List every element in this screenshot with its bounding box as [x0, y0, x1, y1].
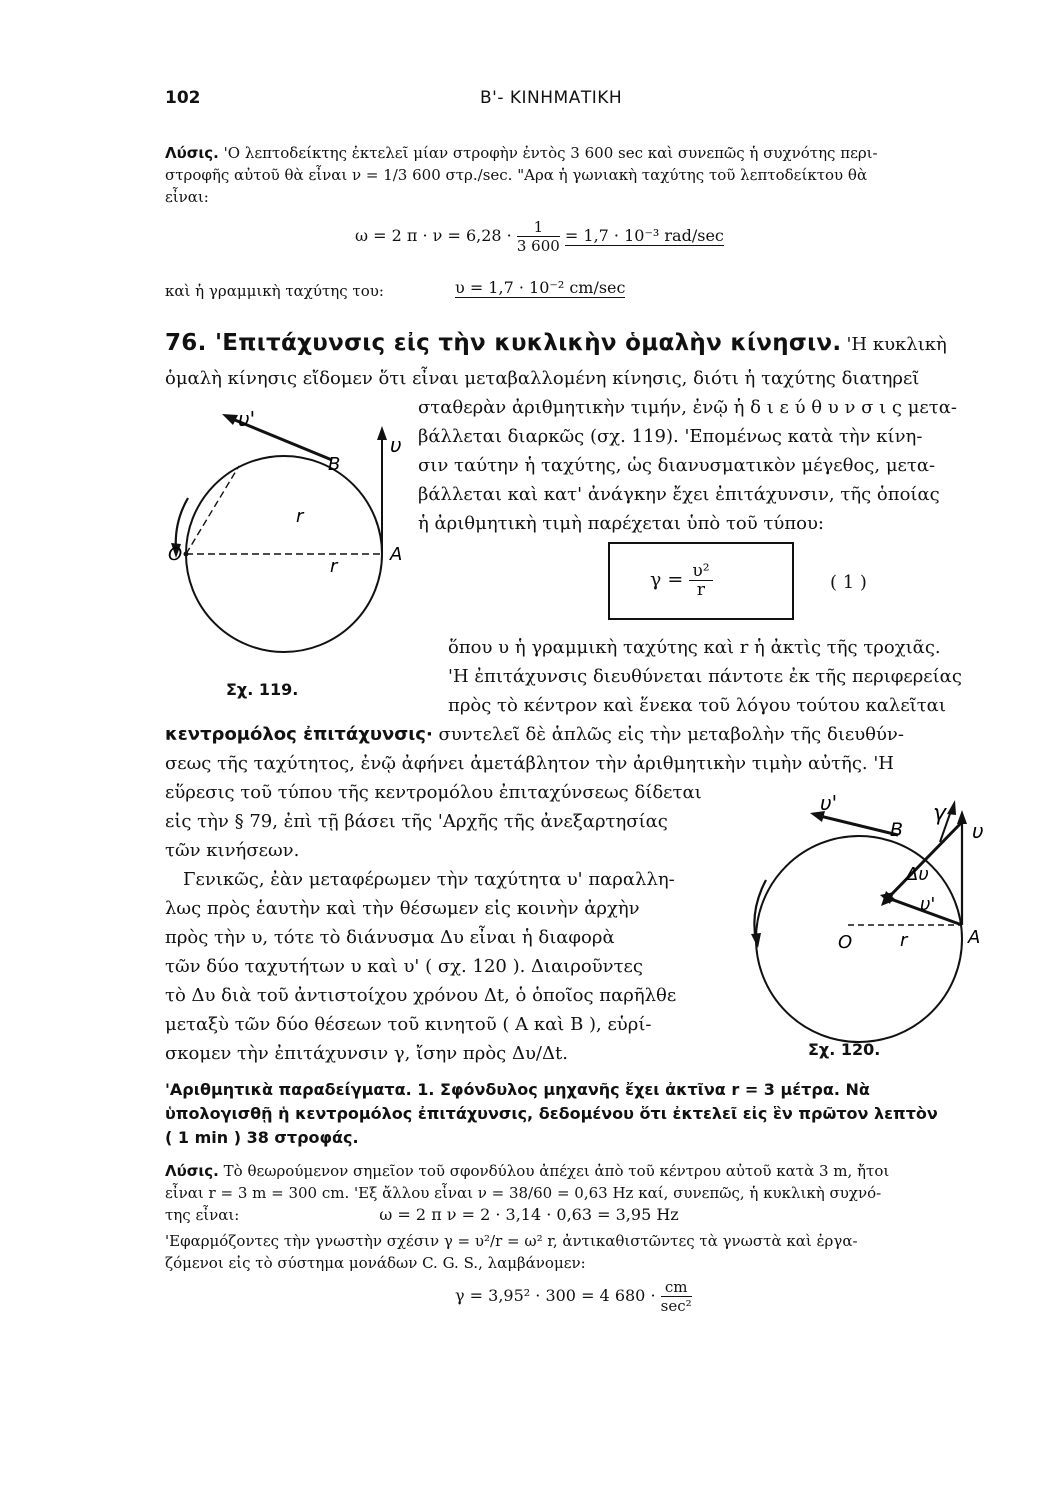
- text-line: ζόμενοι εἰς τὸ σύστημα μονάδων C. G. S., λαμβάνομεν:: [165, 1254, 586, 1272]
- omega-fraction: $\frac{1}{3 600}$: [516, 218, 560, 255]
- circle-trajectory: [756, 836, 962, 1042]
- figure-120-caption: Σχ. 120.: [808, 1040, 881, 1059]
- label-O: O: [838, 932, 853, 953]
- label-v-prime-inner: υ': [920, 894, 936, 915]
- examples-line-1: 'Αριθμητικὰ παραδείγματα. 1. Σφόνδυλος μηχανῆς ἔχει ἀκτῖνα r = 3 μέτρα. Νὰ: [165, 1080, 870, 1099]
- label-gamma: γ: [933, 801, 947, 826]
- text-line: εἶναι r = 3 m = 300 cm. 'Εξ ἄλλου εἶναι ν = 38/60 = 0,63 Hz καί, συνεπῶς, ἡ κυκλικὴ συχνό-: [165, 1184, 882, 1202]
- section-heading-line: [165, 330, 947, 359]
- examples-line-2: ὑπολογισθῇ ἡ κεντρομόλος ἐπιτάχυνσις, δεδομένου ὅτι ἐκτελεῖ εἰς ἓν πρῶτον λεπτὸν: [165, 1104, 938, 1123]
- text-line: της εἶναι: ω = 2 π ν = 2 · 3,14 · 0,63 = 3,95 Hz: [165, 1205, 679, 1224]
- text-line: εὕρεσις τοῦ τύπου τῆς κεντρομόλου ἐπιταχύνσεως δίδεται: [165, 782, 702, 803]
- label-v: υ: [972, 819, 984, 843]
- solution-1-line-1: Λύσις. 'Ο λεπτοδείκτης ἐκτελεῖ μίαν στροφὴν ἐντὸς 3 600 sec καὶ συνεπῶς ἡ συχνότης περι-: [165, 144, 878, 162]
- page-number: 102: [165, 88, 201, 108]
- acceleration-formula: γ = $\frac{\text{υ²}}{r}$: [650, 562, 713, 599]
- label-O: O: [168, 544, 183, 565]
- text-line: βάλλεται καὶ κατ' ἀνάγκην ἔχει ἐπιτάχυνσιν, τῆς ὁποίας: [418, 484, 940, 505]
- text-line: Λύσις. Τὸ θεωρούμενον σημεῖον τοῦ σφονδύλου ἀπέχει ἀπὸ τοῦ κέντρου αὐτοῦ κατὰ 3 m, ἤτοι: [165, 1162, 890, 1180]
- paragraph-1-right-column: [418, 393, 957, 538]
- text-line: ἡ ἀριθμητικὴ τιμὴ παρέχεται ὑπὸ τοῦ τύπου:: [418, 513, 824, 534]
- text-line: 'Εφαρμόζοντες τὴν γνωστὴν σχέσιν γ = υ²/r = ω² r, ἀντικαθιστῶντες τὰ γνωστὰ καὶ ἐργα-: [165, 1232, 858, 1250]
- solution-1-line-3: εἶναι:: [165, 188, 209, 206]
- solution-1: [165, 142, 890, 208]
- label-delta-v: Δυ: [906, 864, 929, 885]
- text-line: Γενικῶς, ἐὰν μεταφέρωμεν τὴν ταχύτητα υ' παραλλη-: [183, 869, 675, 890]
- text-line: 'Η ἐπιτάχυνσις διευθύνεται πάντοτε ἐκ τῆς περιφερείας: [448, 666, 962, 687]
- example-solution: [165, 1160, 895, 1274]
- arrowhead-icon: [222, 414, 238, 425]
- paragraph-3-left-column: [165, 865, 720, 1068]
- solution-label: Λύσις.: [165, 144, 219, 162]
- examples-line-3: ( 1 min ) 38 στροφάς.: [165, 1128, 359, 1147]
- center-point: [184, 552, 189, 557]
- text-line: πρὸς τὸ κέντρον καὶ ἕνεκα τοῦ λόγου τούτου καλεῖται: [448, 695, 946, 716]
- acceleration-fraction: $\frac{\text{υ²}}{r}$: [689, 562, 712, 599]
- paragraph-2-left-column: [165, 778, 720, 865]
- text-line: σιν ταύτην ἡ ταχύτης, ὡς διανυσματικὸν μέγεθος, μετα-: [418, 455, 936, 476]
- velocity-v-prime-arrow: [820, 816, 898, 835]
- figure-119-caption: Σχ. 119.: [226, 680, 299, 699]
- text-line: βάλλεται διαρκῶς (σχ. 119). 'Επομένως κατὰ τὴν κίνη-: [418, 426, 923, 447]
- linear-speed-value: υ = 1,7 · 10⁻² cm/sec: [455, 278, 626, 297]
- text-line: σεως τῆς ταχύτητος, ἐνῷ ἀφήνει ἀμετάβλητον τὴν ἀριθμητικὴν τιμὴν αὐτῆς. 'Η: [165, 753, 895, 774]
- equation-number: ( 1 ): [830, 572, 867, 593]
- arrowhead-icon: [957, 810, 967, 824]
- label-A: A: [390, 544, 403, 565]
- section-title-continuation: 'Η κυκλικὴ: [846, 334, 947, 355]
- text-line: κεντρομόλος ἐπιτάχυνσις· συντελεῖ δὲ ἁπλῶς εἰς τὴν μεταβολὴν τῆς διευθύν-: [165, 724, 904, 745]
- text-line: λως πρὸς ἑαυτὴν καὶ τὴν θέσωμεν εἰς κοινὴν ἀρχὴν: [165, 898, 640, 919]
- label-v-prime: υ': [820, 791, 838, 815]
- label-v: υ: [390, 433, 402, 457]
- label-r-horizontal: r: [330, 556, 338, 577]
- paragraph-2-full-lines: [165, 720, 904, 778]
- acceleration-formula-box: [608, 542, 794, 620]
- section-title: 76. 'Επιτάχυνσις εἰς τὴν κυκλικὴν ὁμαλὴν κίνησιν.: [165, 330, 842, 356]
- radius-OB: [186, 466, 239, 554]
- label-r: r: [900, 930, 908, 951]
- label-r-vertical: r: [296, 506, 304, 527]
- label-A: A: [968, 927, 981, 948]
- text-line: τῶν κινήσεων.: [165, 840, 300, 861]
- running-title: Β'- ΚΙΝΗΜΑΤΙΚΗ: [480, 88, 623, 108]
- solution-label: Λύσις.: [165, 1162, 219, 1180]
- text-line: τῶν δύο ταχυτήτων υ καὶ υ' ( σχ. 120 ). Διαιροῦντες: [165, 956, 643, 977]
- omega-formula: ω = 2 π · ν = 6,28 · $\frac{1}{3 600}$ = 1,7 · 10⁻³ rad/sec: [355, 218, 724, 255]
- text-line: σταθερὰν ἀριθμητικὴν τιμήν, ἐνῷ ἡ δ ι ε ύ θ υ ν σ ι ς μετα-: [418, 397, 957, 418]
- figure-120: [728, 780, 1008, 1050]
- text-line: εἰς τὴν § 79, ἐπὶ τῇ βάσει τῆς 'Αρχῆς τῆς ἀνεξαρτησίας: [165, 811, 668, 832]
- final-formula: γ = 3,95² · 300 = 4 680 · $\frac{cm}{\text{sec²}}$: [455, 1278, 692, 1315]
- paragraph-1-line-1: ὁμαλὴ κίνησις εἴδομεν ὅτι εἶναι μεταβαλλομένη κίνησις, διότι ἡ ταχύτης διατηρεῖ: [165, 368, 920, 389]
- text-line: σκομεν τὴν ἐπιτάχυνσιν γ, ἴσην πρὸς Δυ/Δt.: [165, 1043, 568, 1064]
- arrowhead-icon: [377, 426, 387, 440]
- text-line: ὅπου υ ἡ γραμμικὴ ταχύτης καὶ r ἡ ἀκτὶς τῆς τροχιᾶς.: [448, 637, 941, 658]
- label-B: B: [890, 819, 904, 841]
- text-line: τὸ Δυ διὰ τοῦ ἀντιστοίχου χρόνου Δt, ὁ ὁποῖος παρῆλθε: [165, 985, 677, 1006]
- examples-heading: 'Αριθμητικὰ παραδείγματα.: [165, 1080, 412, 1099]
- bold-term: κεντρομόλος ἐπιτάχυνσις·: [165, 724, 433, 745]
- linear-speed-label: καὶ ἡ γραμμικὴ ταχύτης του:: [165, 282, 384, 300]
- figure-119: [160, 400, 420, 710]
- label-B: B: [328, 454, 341, 475]
- final-fraction: $\frac{cm}{\text{sec²}}$: [660, 1278, 692, 1315]
- arrowhead-icon: [947, 800, 956, 815]
- label-v-prime: υ': [238, 407, 256, 431]
- text-line: πρὸς τὴν υ, τότε τὸ διάνυσμα Δυ εἶναι ἡ διαφορὰ: [165, 927, 615, 948]
- examples-block: [165, 1078, 938, 1150]
- text-line: μεταξὺ τῶν δύο θέσεων τοῦ κινητοῦ ( Α καὶ Β ), εὑρί-: [165, 1014, 652, 1035]
- paragraph-2-right-column: [448, 633, 962, 720]
- solution-1-line-2: στροφῆς αὐτοῦ θὰ εἶναι ν = 1/3 600 στρ./sec. "Αρα ἡ γωνιακὴ ταχύτης τοῦ λεπτοδείκτου θὰ: [165, 166, 868, 184]
